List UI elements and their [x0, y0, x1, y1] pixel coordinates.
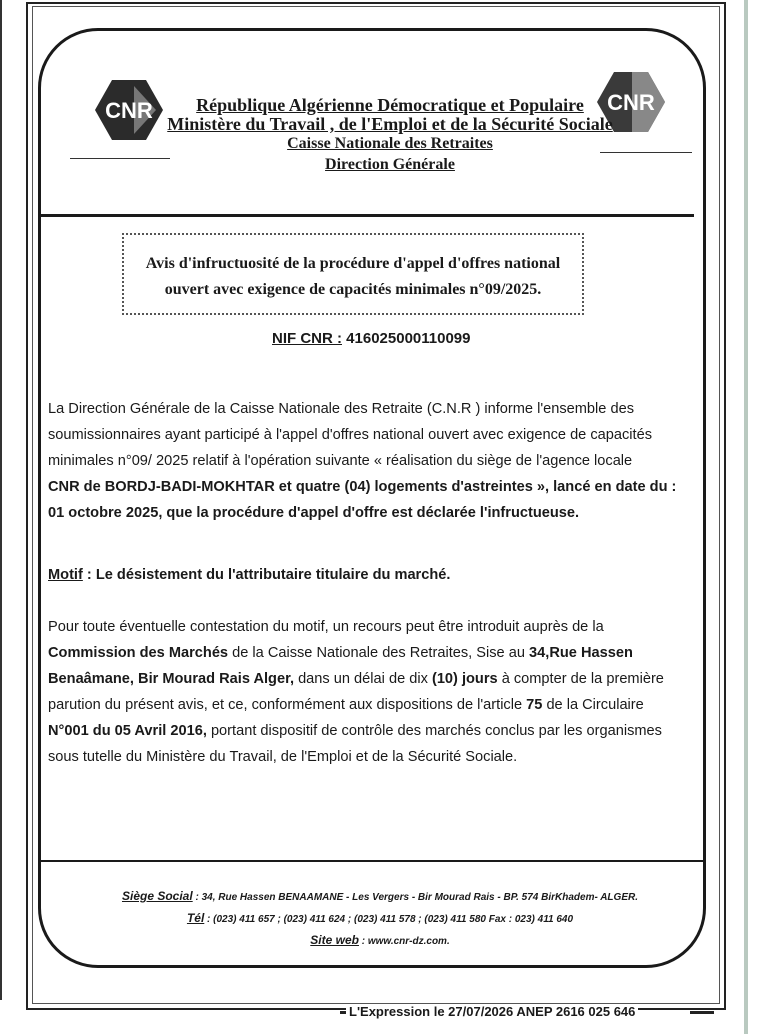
publication-rule-right: [690, 1011, 714, 1014]
header-divider: [40, 214, 694, 217]
text-fragment: de la Caisse Nationale des Retraites, Sise au: [228, 645, 530, 661]
commission-name: Commission des Marchés: [48, 645, 229, 661]
nif-label: NIF CNR :: [272, 330, 342, 347]
notice-paragraph: [48, 396, 698, 526]
left-border: [0, 0, 2, 1000]
siege-text: : 34, Rue Hassen BENAAMANE - Les Vergers - Bir Mourad Rais - BP. 574 BirKhadem- ALGER.: [192, 892, 638, 903]
nif-number: [272, 330, 470, 347]
footer-website: [70, 930, 690, 952]
footer-phone: [70, 908, 690, 930]
paragraph-line: soumissionnaires ayant participé à l'appel d'offres national ouvert avec exigence de capacités: [48, 427, 653, 443]
article-number: 75: [526, 697, 543, 713]
address-fragment: 34,Rue Hassen: [529, 645, 633, 661]
deadline: (10) jours: [431, 671, 498, 687]
text-fragment: de la Circulaire: [542, 697, 644, 713]
motif-label: Motif: [48, 567, 83, 583]
circular-reference: N°001 du 05 Avril 2016,: [48, 723, 207, 739]
address-fragment: Benaâmane, Bir Mourad Rais Alger,: [48, 671, 295, 687]
ministry-title: Ministère du Travail , de l'Emploi et de la Sécurité Sociale: [167, 113, 613, 134]
paragraph-line: minimales n°09/ 2025 relatif à l'opération suivante « réalisation du siège de l'agence locale: [48, 453, 633, 469]
organization-title: Caisse Nationale des Retraites: [287, 134, 493, 152]
notice-title-box: [122, 233, 584, 315]
text-fragment: parution du présent avis, et ce, conformément aux dispositions de l'article: [48, 697, 527, 713]
footer-divider: [40, 860, 704, 862]
text-fragment: portant dispositif de contrôle des marchés conclus par les organismes: [206, 723, 662, 739]
tel-text: : (023) 411 657 ; (023) 411 624 ; (023) 411 578 ; (023) 411 580 Fax : 023) 411 640: [204, 914, 574, 925]
tel-label: Tél: [186, 911, 205, 925]
republic-title: République Algérienne Démocratique et Populaire: [196, 95, 584, 115]
paragraph-line: La Direction Générale de la Caisse Nationale des Retraite (C.N.R ) informe l'ensemble des: [48, 401, 634, 417]
paragraph-line: [48, 640, 698, 666]
svg-text:CNR: CNR: [607, 90, 655, 115]
paragraph-line: [48, 718, 698, 744]
svg-text:CNR: CNR: [105, 98, 153, 123]
notice-title-line-1: Avis d'infructuosité de la procédure d'appel d'offres national: [145, 255, 561, 272]
footer-contact: [70, 886, 690, 952]
paragraph-line: 01 octobre 2025, que la procédure d'appel d'offre est déclarée l'infructueuse.: [48, 505, 580, 521]
footer-address: [70, 886, 690, 908]
motif-text: : Le désistement du l'attributaire titulaire du marché.: [82, 567, 451, 583]
letterhead: [150, 96, 630, 173]
paragraph-line: sous tutelle du Ministère du Travail, de l'Emploi et de la Sécurité Sociale.: [48, 749, 518, 765]
motif-line: [48, 562, 698, 588]
appeal-paragraph: [48, 614, 698, 770]
text-fragment: à compter de la première: [497, 671, 664, 687]
paragraph-line: [48, 692, 698, 718]
text-fragment: dans un délai de dix: [294, 671, 432, 687]
right-border: [744, 0, 748, 1034]
paragraph-line: Pour toute éventuelle contestation du motif, un recours peut être introduit auprès de la: [48, 619, 604, 635]
web-label: Site web: [310, 933, 359, 947]
web-text: : www.cnr-dz.com.: [358, 936, 450, 947]
siege-label: Siège Social: [121, 889, 193, 903]
paragraph-line: CNR de BORDJ-BADI-MOKHTAR et quatre (04) logements d'astreintes », lancé en date du :: [48, 479, 677, 495]
direction-title: Direction Générale: [325, 155, 455, 173]
publication-credit: L'Expression le 27/07/2026 ANEP 2616 025 646: [346, 1004, 638, 1019]
nif-value: 416025000110099: [346, 330, 471, 347]
paragraph-line: [48, 666, 698, 692]
notice-title-line-2: ouvert avec exigence de capacités minimales n°09/2025.: [164, 281, 542, 298]
